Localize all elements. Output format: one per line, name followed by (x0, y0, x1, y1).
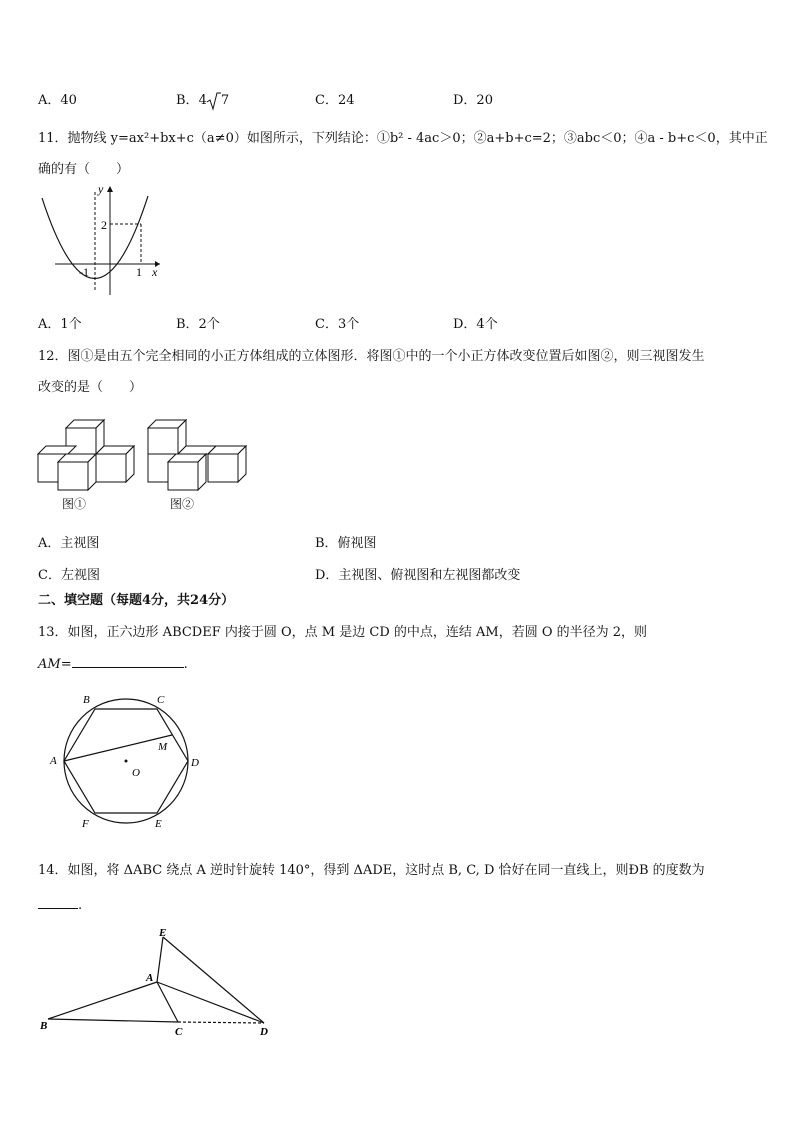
segment-am (64, 735, 172, 761)
segment-ae (157, 937, 163, 982)
segment-ed (163, 937, 264, 1023)
label-a: A (50, 755, 57, 767)
label-c: C (175, 1026, 183, 1038)
q13-hexagon-circle-figure (40, 690, 210, 830)
q12-stem-line2: 改变的是（ ） (38, 380, 143, 395)
q10-option-b-label: B． (176, 93, 199, 108)
label-c: C (157, 694, 165, 706)
q12-option-b: B．俯视图 (315, 536, 377, 551)
label-1: 1 (136, 265, 142, 279)
q12-figure-1-cubes (36, 408, 146, 488)
q11-option-d: D．4个 (453, 317, 498, 332)
q10-option-a: A．40 (38, 93, 77, 108)
q13-period: . (183, 657, 188, 672)
q10-option-d: D．20 (453, 93, 493, 108)
q13-am-label: AM= (38, 657, 72, 672)
section-title-fill-in: 二、填空题（每题4分，共24分） (38, 593, 235, 608)
segment-ac (157, 982, 178, 1022)
segment-ad (157, 982, 264, 1023)
label-b: B (40, 1020, 48, 1032)
q12-figure-2-cubes (146, 408, 256, 488)
label-b: B (83, 694, 90, 706)
q11-option-a: A．1个 (38, 317, 82, 332)
q14-stem-line1: 14．如图，将 ΔABC 绕点 A 逆时针旋转 140°，得到 ΔADE，这时点 B, C, D 恰好在同一直线上，则ÐB 的度数为 (38, 863, 705, 878)
segment-ba (48, 982, 157, 1019)
fig2-caption: 图② (170, 497, 195, 511)
q13-answer-blank[interactable] (72, 667, 184, 668)
segment-cd-dashed (178, 1022, 264, 1023)
radical-sign (207, 92, 221, 110)
q10-option-b-radicand: 7 (220, 93, 230, 108)
q10-option-c: C．24 (315, 93, 355, 108)
q14-rotation-triangle-figure (40, 925, 280, 1040)
label-f: F (82, 818, 89, 830)
label-m: M (158, 741, 168, 753)
x-label: x (152, 265, 158, 279)
q11-option-c: C．3个 (315, 317, 360, 332)
q12-stem-line1: 12．图①是由五个完全相同的小正方体组成的立体图形．将图①中的一个小正方体改变位置后如图②，则三视图发生 (38, 349, 705, 364)
q11-stem-line1: 11．抛物线 y=ax²+bx+c（a≠0）如图所示，下列结论：①b² - 4ac＞0；②a+b+c=2；③abc＜0；④a - b+c＜0，其中正 (38, 131, 768, 146)
q10-option-b (176, 89, 229, 110)
q10-option-b-coef: 4 (198, 93, 207, 108)
label-2: 2 (101, 218, 107, 232)
q11-stem-line2: 确的有（ ） (38, 162, 130, 177)
label-o: O (132, 767, 140, 779)
label-d: D (260, 1026, 268, 1038)
q12-option-a: A．主视图 (38, 536, 100, 551)
q11-option-b: B．2个 (176, 317, 220, 332)
q12-option-d: D．主视图、俯视图和左视图都改变 (315, 568, 521, 583)
y-axis-arrow (107, 186, 113, 192)
q12-option-c: C．左视图 (38, 568, 100, 583)
segment-bc (48, 1019, 178, 1022)
q11-parabola-graph (30, 180, 180, 300)
fig1-caption: 图① (62, 497, 87, 511)
label-a: A (146, 972, 154, 984)
q13-stem-line1: 13．如图，正六边形 ABCDEF 内接于圆 O，点 M 是边 CD 的中点，连结 AM，若圆 O 的半径为 2，则 (38, 625, 648, 640)
q14-stem-line2 (38, 898, 82, 913)
q14-period: . (78, 898, 83, 913)
q14-answer-blank[interactable] (38, 908, 78, 909)
label-d: D (191, 757, 199, 769)
label-e: E (155, 818, 162, 830)
y-label: y (98, 182, 104, 196)
label-e: E (159, 927, 167, 939)
label-neg1: -1 (79, 265, 89, 279)
center-o-point (125, 760, 128, 763)
q13-stem-line2 (38, 657, 188, 672)
